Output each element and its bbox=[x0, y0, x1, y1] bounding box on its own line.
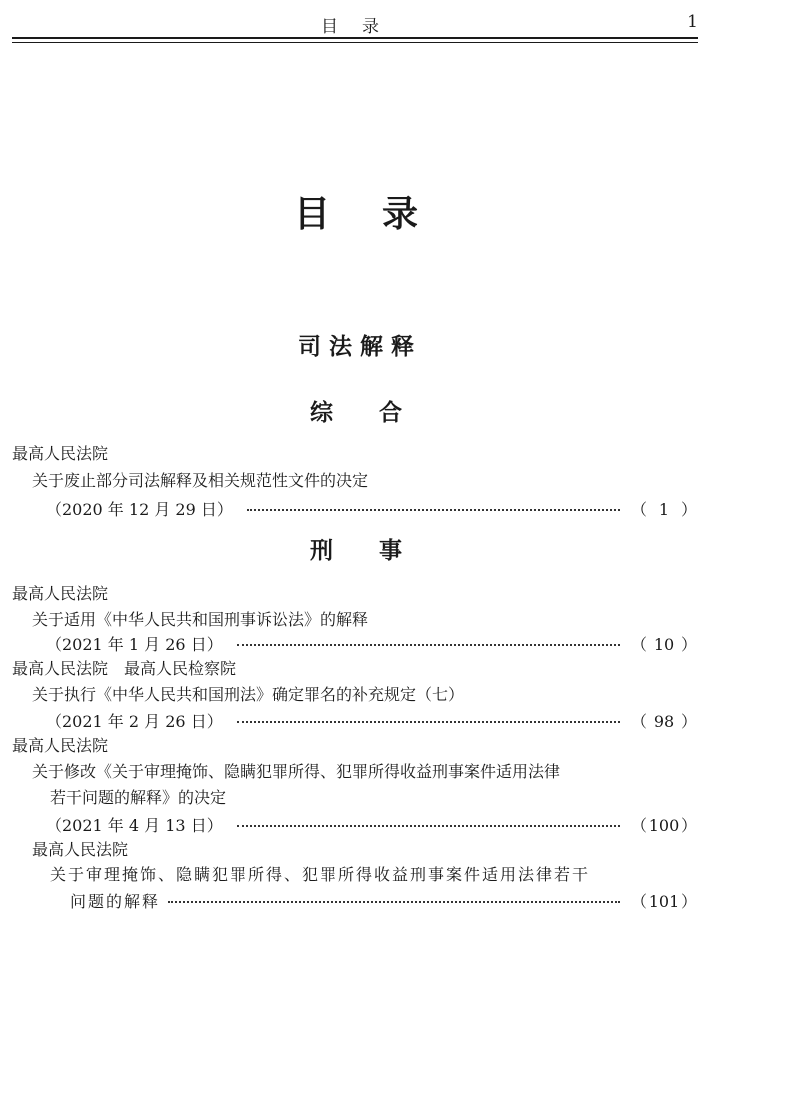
toc-entry-title[interactable]: 关于执行《中华人民共和国刑法》确定罪名的补充规定（七） bbox=[32, 685, 465, 704]
toc-entry-page: （ 101 ） bbox=[630, 891, 697, 911]
toc-entry-page: （ 100 ） bbox=[630, 815, 697, 835]
subsection-title: 刑事 bbox=[310, 537, 448, 564]
toc-entry-org: 最高人民法院 bbox=[12, 444, 109, 463]
page-number: 101 bbox=[648, 891, 680, 911]
toc-entry-title[interactable]: 关于适用《中华人民共和国刑事诉讼法》的解释 bbox=[32, 610, 369, 629]
toc-entry-date: （2021 年 1 月 26 日） bbox=[46, 634, 223, 654]
section-title: 司法解释 bbox=[298, 334, 422, 360]
toc-entry-title[interactable]: 关于审理掩饰、隐瞒犯罪所得、犯罪所得收益刑事案件适用法律若干 bbox=[50, 865, 591, 884]
page-number: 10 bbox=[653, 634, 675, 654]
toc-entry-row[interactable] bbox=[46, 708, 698, 732]
toc-entry-date: （2021 年 2 月 26 日） bbox=[46, 711, 223, 731]
subsection-title: 综合 bbox=[310, 399, 448, 426]
toc-entry-row[interactable] bbox=[70, 888, 698, 912]
header-rule-thin bbox=[12, 42, 698, 43]
running-head bbox=[12, 10, 698, 40]
toc-entry-title-continued[interactable]: 若干问题的解释》的决定 bbox=[50, 788, 227, 807]
toc-entry-date: （2020 年 12 月 29 日） bbox=[46, 499, 233, 519]
toc-entry-page: （ 10 ） bbox=[630, 634, 697, 654]
toc-entry-title-continued: 问题的解释 bbox=[70, 891, 161, 911]
running-head-title: 目录 bbox=[321, 17, 403, 37]
toc-entry-title[interactable]: 关于废止部分司法解释及相关规范性文件的决定 bbox=[32, 471, 369, 490]
toc-entry-page: （ 1 ） bbox=[630, 499, 697, 519]
toc-entry-org: 最高人民法院 bbox=[12, 584, 109, 603]
toc-entry-org: 最高人民法院 bbox=[32, 840, 129, 859]
page-number: 98 bbox=[653, 711, 675, 731]
dot-leader bbox=[247, 509, 620, 511]
toc-entry-org: 最高人民法院 最高人民检察院 bbox=[12, 659, 237, 678]
dot-leader bbox=[168, 901, 620, 903]
toc-entry-page: （ 98 ） bbox=[630, 711, 697, 731]
header-rule-thick bbox=[12, 37, 698, 39]
dot-leader bbox=[237, 825, 620, 827]
page-title: 目录 bbox=[293, 194, 470, 235]
page-number: 100 bbox=[648, 815, 680, 835]
dot-leader bbox=[237, 721, 620, 723]
toc-entry-row[interactable] bbox=[46, 631, 698, 655]
running-head-page-number: 1 bbox=[687, 12, 698, 32]
toc-entry-title[interactable]: 关于修改《关于审理掩饰、隐瞒犯罪所得、犯罪所得收益刑事案件适用法律 bbox=[32, 762, 561, 781]
toc-entry-row[interactable] bbox=[46, 496, 698, 520]
toc-entry-row[interactable] bbox=[46, 812, 698, 836]
toc-entry-date: （2021 年 4 月 13 日） bbox=[46, 815, 223, 835]
dot-leader bbox=[237, 644, 620, 646]
toc-entry-org: 最高人民法院 bbox=[12, 736, 109, 755]
page-number: 1 bbox=[658, 499, 670, 519]
